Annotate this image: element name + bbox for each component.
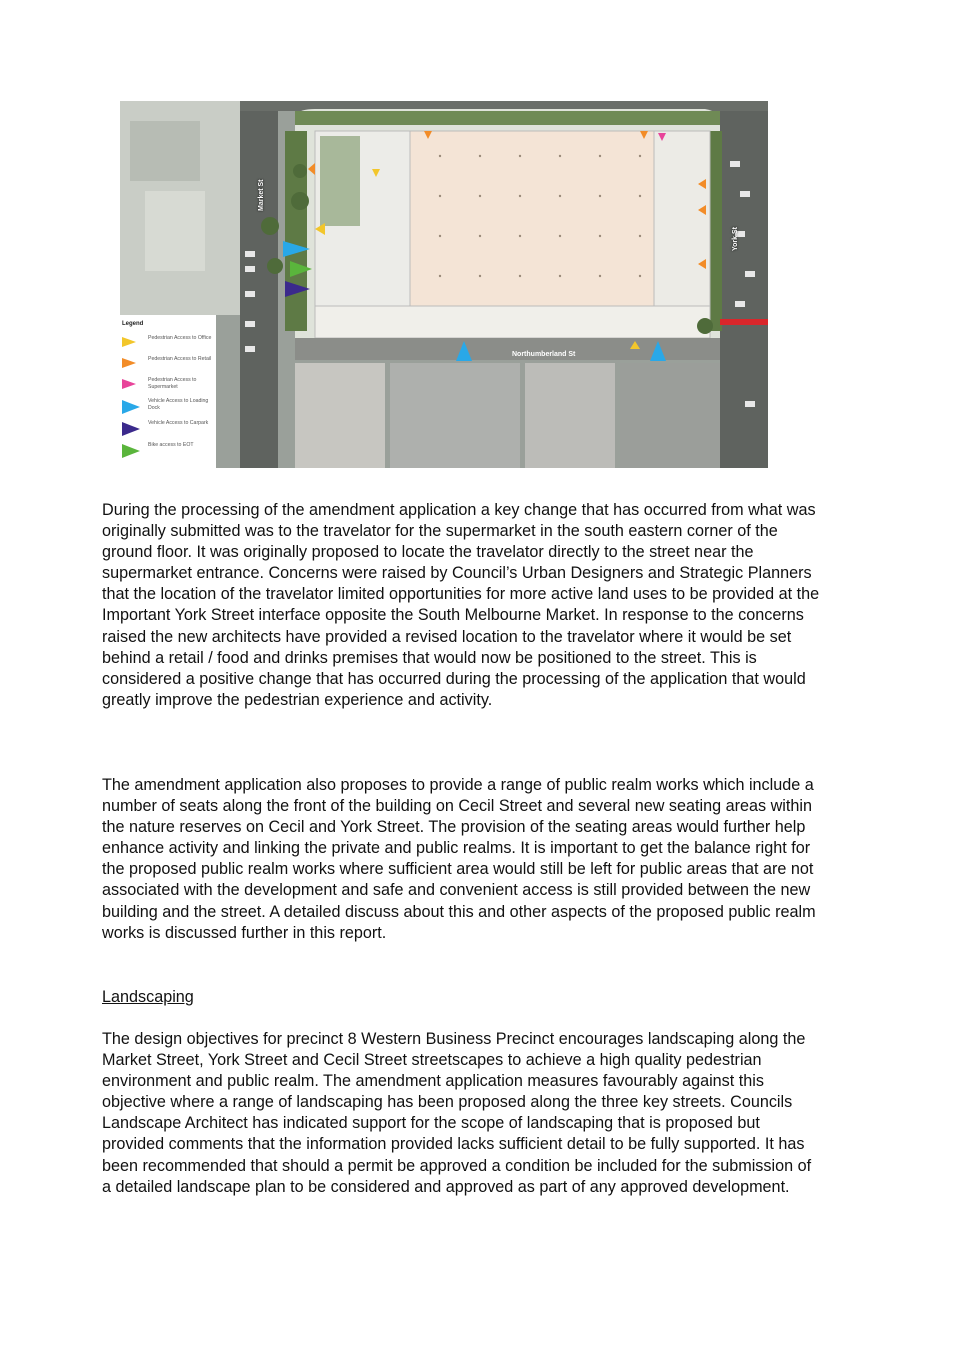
site-plan-image [120,101,768,468]
paragraph-landscaping [102,1029,822,1198]
market-st-label: Market St [258,179,265,211]
paragraph-text: The amendment application also proposes to provide a range of public realm works which include a number of seats along the front of the building on Cecil Street and several new seating areas within the nature reserves on Cecil and York Street. The provision of the seating areas would further help enhance activity and linking the private and public realms. It is important to get the balance right for the proposed public realm works where sufficient area would still be left for public areas that are not associated with the development and safe and convenient access is still provided between the new building and the street. A detailed discuss about this and other aspects of the proposed public realm works is discussed further in this report. [102,776,816,942]
legend-item-supermarket [122,377,216,397]
paragraph-text: The design objectives for precinct 8 Western Business Precinct encourages landscaping along the Market Street, York Street and Cecil Street streetscapes to achieve a high quality pedestrian environment and public realm. The amendment application measures favourably against this objective where a range of landscaping has been proposed along the three key streets. Councils Landscape Architect has indicated support for the scope of landscaping that is proposed but provided comments that the information provided lacks sufficient detail to be fully supported. It has been recommended that should a permit be approved a condition be included for the submission of a detailed landscape plan to be considered and approved as part of any approved development. [102,1030,812,1196]
york-st-label: York St [732,227,739,251]
triangle-navy-icon [122,422,140,436]
site-plan-figure [120,101,768,468]
legend-label: Pedestrian Access to Supermarket [148,377,197,390]
legend [120,315,216,468]
legend-label: Pedestrian Access to Office [148,335,212,341]
triangle-green-icon [122,444,140,458]
legend-label: Pedestrian Access to Retail [148,356,212,362]
legend-item-loading-dock [122,398,216,418]
legend-item-carpark [122,420,216,440]
northumberland-st-label: Northumberland St [512,351,576,358]
legend-label: Bike access to EOT [148,442,194,448]
legend-label: Vehicle Access to Loading Dock [148,398,209,411]
triangle-orange-icon [122,358,136,368]
triangle-pink-icon [122,379,136,389]
legend-title: Legend [122,321,144,327]
triangle-blue-icon [122,400,140,414]
legend-item-retail [122,356,216,376]
section-heading-landscaping: Landscaping [102,988,194,1006]
legend-item-office [122,335,216,355]
paragraph-travelator [102,500,822,711]
triangle-yellow-icon [122,337,136,347]
paragraph-text: During the processing of the amendment application a key change that has occurred from what was originally submitted was to the travelator for the supermarket in the south eastern corner of the ground floor. It was originally proposed to locate the travelator directly to the street near the supermarket entrance. Concerns were raised by Council’s Urban Designers and Strategic Planners that the location of the travelator limited opportunities for more active land uses to be provided at the Important York Street interface opposite the South Melbourne Market. In response to the concerns raised the new architects have provided a revised location to the travelator where it would be set behind a retail / food and drinks premises that would now be positioned to the street. This is considered a positive change that has occurred during the processing of the application that would greatly improve the pedestrian experience and activity. [102,501,820,709]
legend-label: Vehicle Access to Carpark [148,420,209,426]
paragraph-public-realm [102,775,822,944]
legend-item-bike [122,442,216,462]
